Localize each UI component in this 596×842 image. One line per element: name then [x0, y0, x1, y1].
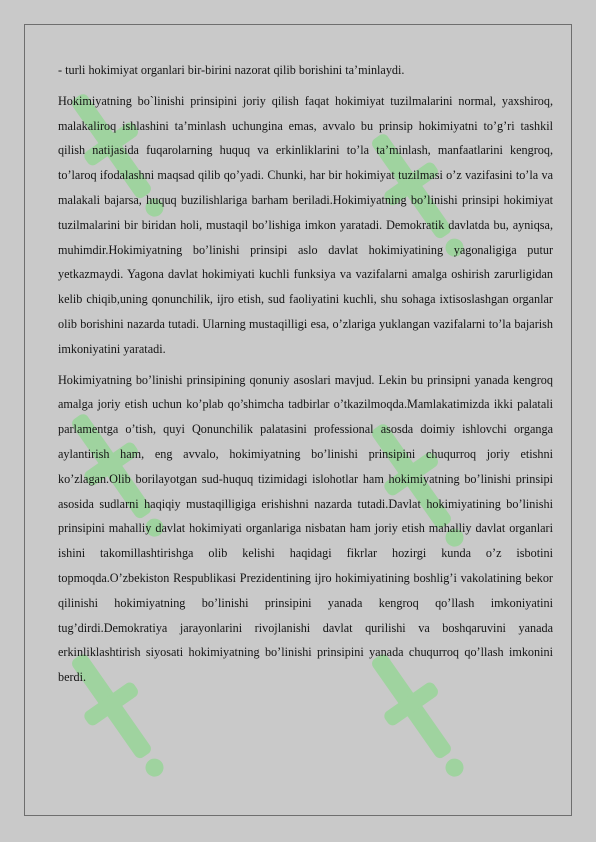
- paragraph-separation-of-powers: Hokimiyatning bo`linishi prinsipini joriy qilish faqat hokimiyat tuzilmalarini normal, yaxshiroq, malakaliroq ishlashini ta’minlash uchungina emas, avvalo bu prinsip hokimiyatni to’g’ri tashkil qilish natijasida fuqarolarning huquq va erkinliklarini to’la ta’minlash, manfaatlarini kengroq, to’laroq ifodalashni maqsad qilib qo’yadi. Chunki, har bir hokimiyat tuzilmasi o’z vazifasini to’la va malakali bajarsa, huquq buzilishlariga barham beriladi.Hokimiyatning bo’linishi prinsipi hokimiyat tuzilmalarini bir biridan holi, mustaqil bo’lishiga imkon yaratadi. Demokratik davlatda bu, ayniqsa, muhimdir.Hokimiyatning bo’linishi prinsipi aslo davlat hokimiyatining yagonaligiga putur yetkazmaydi. Yagona davlat hokimiyati kuchli funksiya va vazifalarni amalga oshirish zarurligidan kelib chiqib,uning qonunchilik, ijro etish, sud faoliyatini kuchli, shu sohaga ixtisoslashgan organlar olib borishini nazarda tutadi. Ularning mustaqilligi esa, o’zlariga yuklangan vazifalarni to’la bajarish imkoniyatini yaratadi.: [58, 93, 553, 356]
- paragraph-legal-basis: Hokimiyatning bo’linishi prinsipining qonuniy asoslari mavjud. Lekin bu prinsipni yanada kengroq amalga joriy etish uchun ko’plab qo’shimcha tadbirlar o’tkazilmoqda.Mamlakatimizda ikki palatali parlamentga o’tish, quyi Qonunchilik palatasini professional asosda doimiy ishlovchi organga aylantirish ham, eng avvalo, hokimiyatning bo’linishi prinsipini chuqurroq joriy etishni ko’zlagan.Olib borilayotgan sud-huquq tizimidagi islohotlar ham hokimiyatning bo’linishi prinsipi asosida sudlarni haqiqiy mustaqilligiga erishishni nazarda tutadi.Davlat hokimiyatining bo’linishi prinsipini mahalliy davlat hokimiyati organlariga nisbatan ham joriy etish mahalliy davlat organlari ishini takomillashtirishga olib kelishi haqidagi fikrlar hozirgi kunda o’z isbotini topmoqda.O’zbekiston Respublikasi Prezidentining ijro hokimiyatining boshlig’i vakolatining bekor qilinishi hokimiyatning bo’linishi prinsipini yanada kengroq qo’llash imkoniyatini tug’dirdi.Demokratiya jarayonlarini rivojlanishi davlat qurilishi va boshqaruvini yanada erkinliklashtirish siyosati hokimiyatning bo’linishi prinsipini yanada chuqurroq qo’llash imkonini berdi.: [58, 372, 553, 685]
- paragraph-intro-line: - turli hokimiyat organlari bir-birini nazorat qilib borishini ta’minlaydi.: [58, 63, 405, 77]
- document-body: [58, 58, 553, 696]
